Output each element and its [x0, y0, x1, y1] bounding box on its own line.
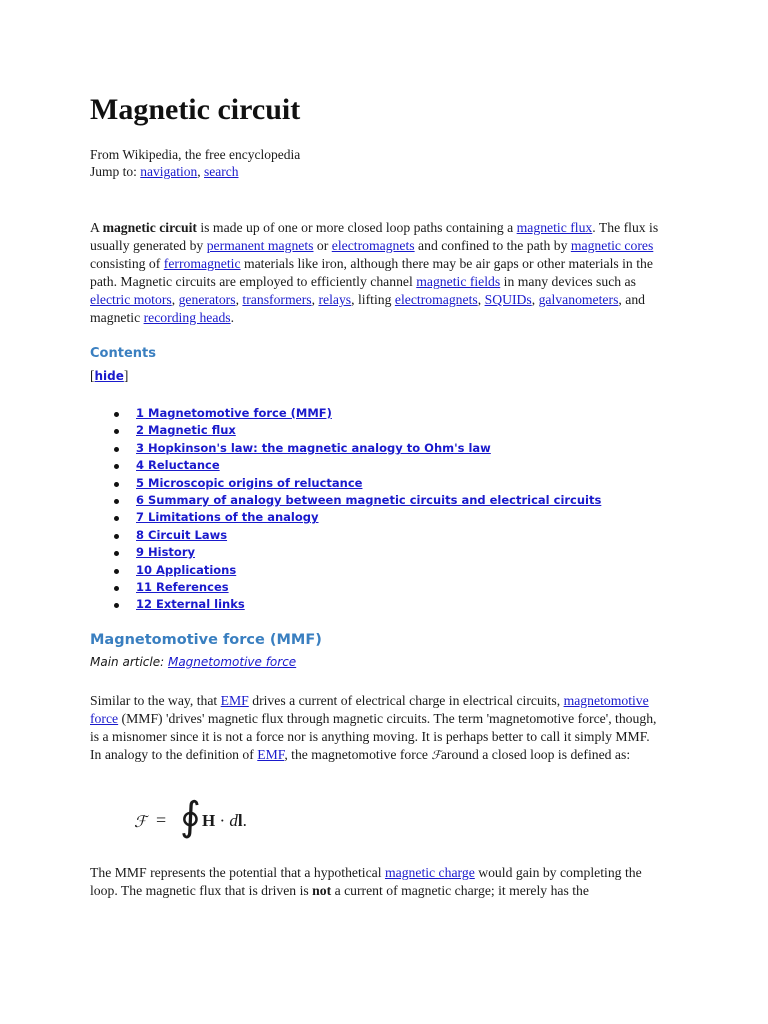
toc-item	[114, 509, 601, 526]
bullet-icon	[114, 464, 119, 469]
bullet-icon	[114, 586, 119, 591]
toc-link[interactable]: 10 Applications	[136, 562, 237, 577]
toc-link[interactable]: 7 Limitations of the analogy	[136, 510, 319, 525]
bullet-icon	[114, 482, 119, 487]
toc-item	[114, 544, 601, 561]
toc-toggle: [hide]	[90, 368, 129, 383]
search-link[interactable]: search	[204, 164, 239, 179]
toc-link[interactable]: 9 History	[136, 545, 195, 560]
contents-heading: Contents	[90, 346, 156, 361]
link-relays[interactable]: relays	[318, 292, 352, 307]
toc-link[interactable]: 2 Magnetic flux	[136, 423, 236, 438]
bold-not: not	[312, 883, 332, 898]
bullet-icon	[114, 603, 119, 608]
toc-item	[114, 492, 601, 509]
link-magnetic-charge[interactable]: magnetic charge	[384, 865, 475, 880]
bullet-icon	[114, 551, 119, 556]
toc-item	[114, 562, 601, 579]
link-recording-heads[interactable]: recording heads	[143, 310, 231, 325]
toc-item	[114, 475, 601, 492]
contour-integral-symbol: ∮	[180, 794, 201, 840]
bullet-icon	[114, 412, 119, 417]
toc-item	[114, 596, 601, 613]
toc-link[interactable]: 1 Magnetomotive force (MMF)	[136, 406, 332, 420]
formula-equals: =	[156, 810, 167, 830]
toc-item	[114, 422, 601, 439]
toc-item	[114, 405, 601, 422]
bullet-icon	[114, 429, 119, 434]
mmf-paragraph-2: The MMF represents the potential that a hypothetical magnetic charge would gain by completing the loop. The magnetic flux that is driven is not a current of magnetic charge; it merely has the	[90, 865, 642, 898]
lead-paragraph: A magnetic circuit is made up of one or more closed loop paths containing a magnetic flux. The flux is usually generated by permanent magnets or electromagnets and confined to the path by magnetic cores consisting of ferromagnetic materials like iron, although there may be air gaps or other materials in the path. Magnetic circuits are employed to efficiently channel magnetic fields in many devices such as electric motors, generators, transformers, relays, lifting electromagnets, SQUIDs, galvanometers, and magnetic recording heads.	[90, 220, 659, 325]
toc-link[interactable]: 12 External links	[136, 597, 245, 612]
link-electric-motors[interactable]: electric motors	[90, 292, 172, 307]
bold-term: magnetic circuit	[102, 220, 197, 235]
link-generators[interactable]: generators	[178, 292, 236, 307]
toc-link[interactable]: 6 Summary of analogy between magnetic circuits and electrical circuits	[136, 492, 602, 507]
toc-item	[114, 527, 601, 544]
link-emf-2[interactable]: EMF	[257, 747, 285, 762]
bullet-icon	[114, 569, 119, 574]
article-meta	[90, 146, 300, 180]
mmf-paragraph-1: Similar to the way, that EMF drives a current of electrical charge in electrical circuits, magnetomotive force (MMF) 'drives' magnetic flux through magnetic circuits. The term 'magnetomotive force', though, is a misnomer since it is not a force nor is anything moving. It is perhaps better to call it simply MMF. In analogy to the definition of EMF, the magnetomotive force ℱaround a closed loop is defined as:	[90, 693, 657, 762]
toc-link[interactable]: 8 Circuit Laws	[136, 527, 228, 542]
site-sub: From Wikipedia, the free encyclopedia	[90, 147, 301, 162]
bullet-icon	[114, 499, 119, 504]
main-article-note: Main article: Magnetomotive force	[90, 655, 297, 669]
link-electromagnets[interactable]: electromagnets	[331, 238, 415, 253]
link-ferromagnetic[interactable]: ferromagnetic	[163, 256, 241, 271]
toc-item	[114, 579, 601, 596]
hide-toc-link[interactable]: hide	[94, 369, 124, 383]
link-transformers[interactable]: transformers	[242, 292, 312, 307]
toc-item	[114, 440, 601, 457]
section-heading-mmf: Magnetomotive force (MMF)	[90, 632, 322, 648]
mmf-symbol: ℱ	[431, 748, 441, 762]
table-of-contents	[114, 405, 601, 614]
link-magnetic-fields[interactable]: magnetic fields	[416, 274, 501, 289]
toc-link[interactable]: 11 References	[136, 579, 229, 594]
link-magnetomotive-force[interactable]: magnetomotive force	[90, 693, 649, 726]
link-squids[interactable]: SQUIDs	[484, 292, 532, 307]
bullet-icon	[114, 516, 119, 521]
formula-lhs: ℱ	[134, 812, 147, 831]
bullet-icon	[114, 447, 119, 452]
link-magnetic-cores[interactable]: magnetic cores	[570, 238, 654, 253]
bullet-icon	[114, 534, 119, 539]
link-magnetic-flux[interactable]: magnetic flux	[516, 220, 593, 235]
link-emf[interactable]: EMF	[220, 693, 249, 708]
jump-links: Jump to: navigation, search	[90, 164, 239, 179]
link-electromagnets-2[interactable]: electromagnets	[394, 292, 478, 307]
navigation-link[interactable]: navigation	[140, 164, 198, 179]
link-main-article[interactable]: Magnetomotive force	[167, 655, 297, 669]
toc-link[interactable]: 4 Reluctance	[136, 458, 220, 473]
toc-link[interactable]: 5 Microscopic origins of reluctance	[136, 475, 363, 490]
formula-rhs: H · dl.	[202, 811, 247, 830]
page-title: Magnetic circuit	[90, 93, 301, 126]
link-permanent-magnets[interactable]: permanent magnets	[206, 238, 314, 253]
jump-label: Jump to:	[90, 164, 141, 179]
toc-item	[114, 457, 601, 474]
toc-link[interactable]: 3 Hopkinson's law: the magnetic analogy to Ohm's law	[136, 440, 491, 455]
link-galvanometers[interactable]: galvanometers	[538, 292, 619, 307]
